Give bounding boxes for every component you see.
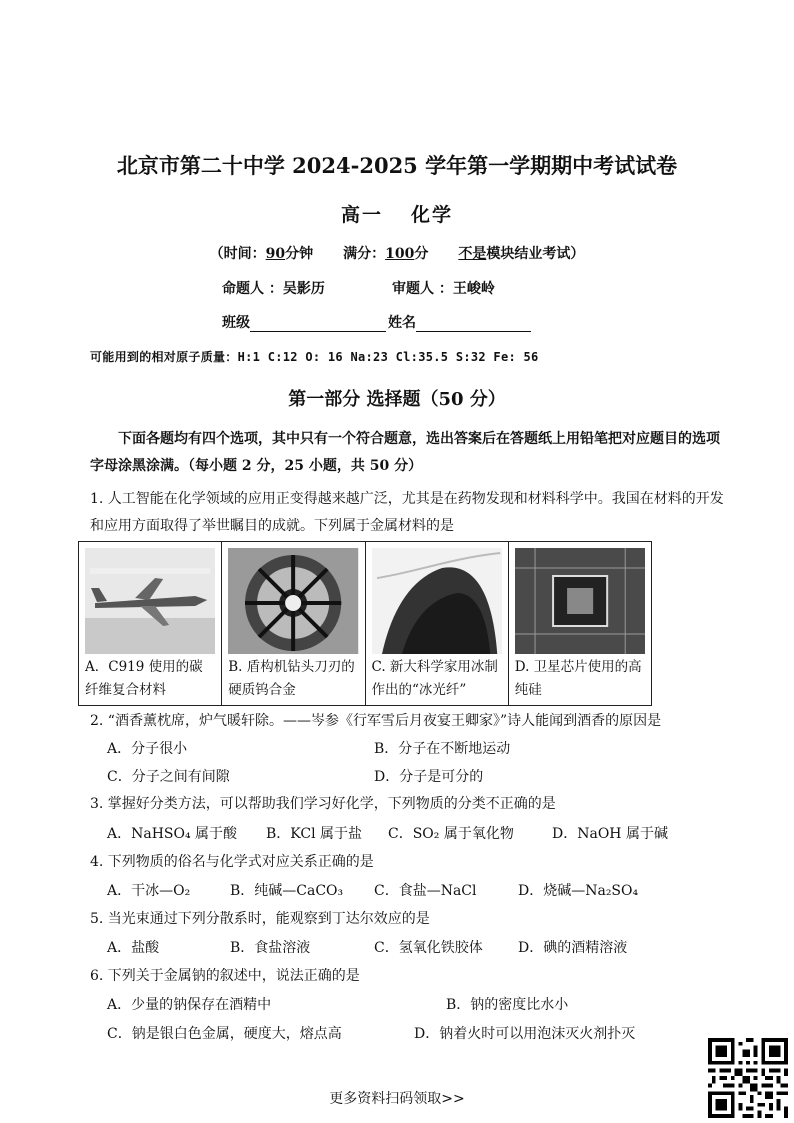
not-label: 不是: [458, 246, 487, 262]
question-5-option-c: C．氢氧化铁胶体: [374, 940, 483, 956]
question-2-option-d: D．分子是可分的: [374, 769, 484, 785]
question-5-option-a: A．盐酸: [107, 940, 160, 956]
question-6-option-b: B．钠的密度比水小: [446, 997, 569, 1013]
score-value: 100: [385, 246, 415, 262]
option-a-cell: [79, 542, 222, 706]
question-4-option-d: D．烧碱—Na₂SO₄: [518, 883, 639, 899]
question-2-option-c: C．分子之间有间隙: [107, 769, 230, 785]
ice-fiber-photo: [372, 548, 502, 654]
question-6-option-d: D．钠着火时可以用泡沫灭火剂扑灭: [414, 1026, 636, 1042]
setter: 命题人 ：吴影历: [222, 281, 325, 297]
option-b-caption: B. 盾构机钻头刀刃的硬质钨合金: [228, 659, 355, 698]
exam-info-line: （时间：90分钟 满分：100分 不是模块结业考试）: [209, 246, 585, 262]
question-2-stem: 2. “酒香薰枕席，炉气暖轩除。——岑参《行军雪后月夜宴王卿家》”诗人能闻到酒香的原因是: [90, 713, 662, 729]
question-3-option-d: D．NaOH 属于碱: [552, 826, 668, 842]
option-b-cell: [222, 542, 365, 706]
name-field[interactable]: 姓名: [388, 312, 531, 332]
question-3-option-c: C．SO₂ 属于氧化物: [388, 826, 514, 842]
chip-photo: [515, 548, 645, 654]
exam-subtitle: [0, 200, 794, 227]
question-5-option-b: B．食盐溶液: [230, 940, 311, 956]
part1-title: 第一部分 选择题（50 分）: [288, 389, 506, 410]
question-6-option-a: A．少量的钠保存在酒精中: [107, 997, 272, 1013]
question-3-option-b: B．KCl 属于盐: [266, 826, 363, 842]
question-6-option-c: C．钠是银白色金属，硬度大，熔点高: [107, 1026, 342, 1042]
option-d-cell: [508, 542, 651, 706]
name-blank[interactable]: [416, 317, 531, 332]
atomic-masses: 可能用到的相对原子质量：H:1 C:12 O: 16 Na:23 Cl:35.5 S:32 Fe: 56: [90, 350, 539, 364]
question-5-stem: 5. 当光束通过下列分散系时，能观察到丁达尔效应的是: [90, 911, 430, 927]
question-4-option-b: B．纯碱—CaCO₃: [230, 883, 344, 899]
question-2-option-a: A．分子很小: [107, 741, 188, 757]
question-2-option-b: B．分子在不断地运动: [374, 741, 511, 757]
tunnel-boring-machine-photo: [228, 548, 358, 654]
grade: 高一: [340, 204, 383, 226]
question-5-option-d: D．碘的酒精溶液: [518, 940, 628, 956]
class-field[interactable]: 班级: [222, 312, 386, 332]
airplane-photo: [85, 548, 215, 654]
class-blank[interactable]: [250, 317, 386, 332]
question-4-option-a: A．干冰—O₂: [107, 883, 191, 899]
part1-instruction: 下面各题均有四个选项，其中只有一个符合题意，选出答案后在答题纸上用铅笔把对应题目的选项字母涂黑涂满。（每小题 2 分，25 小题，共 50 分）: [90, 431, 720, 474]
subject: 化学: [411, 204, 454, 226]
question-1-options-table: [78, 541, 652, 706]
question-6-stem: 6. 下列关于金属钠的叙述中，说法正确的是: [90, 968, 360, 984]
question-4-option-c: C．食盐—NaCl: [374, 883, 477, 899]
exam-title: 北京市第二十中学 2024-2025 学年第一学期期中考试试卷: [116, 153, 678, 178]
option-a-caption: A．C919 使用的碳纤维复合材料: [85, 659, 203, 698]
option-c-caption: C. 新大科学家用冰制作出的“冰光纤”: [371, 659, 498, 698]
question-4-stem: 4. 下列物质的俗名与化学式对应关系正确的是: [90, 854, 374, 870]
option-c-cell: [365, 542, 508, 706]
footer-text[interactable]: 更多资料扫码领取>>: [329, 1091, 465, 1107]
option-d-caption: D. 卫星芯片使用的高纯硅: [514, 659, 642, 698]
question-3-option-a: A．NaHSO₄ 属于酸: [107, 826, 238, 842]
time-value: 90: [265, 246, 286, 262]
reviewer: 审题人 ：王峻岭: [392, 281, 495, 297]
question-1-stem: 1. 人工智能在化学领域的应用正变得越来越广泛，尤其是在药物发现和材料科学中。我国在材料的开发和应用方面取得了举世瞩目的成就。下列属于金属材料的是: [90, 491, 724, 534]
question-3-stem: 3. 掌握好分类方法，可以帮助我们学习好化学，下列物质的分类不正确的是: [90, 796, 556, 812]
